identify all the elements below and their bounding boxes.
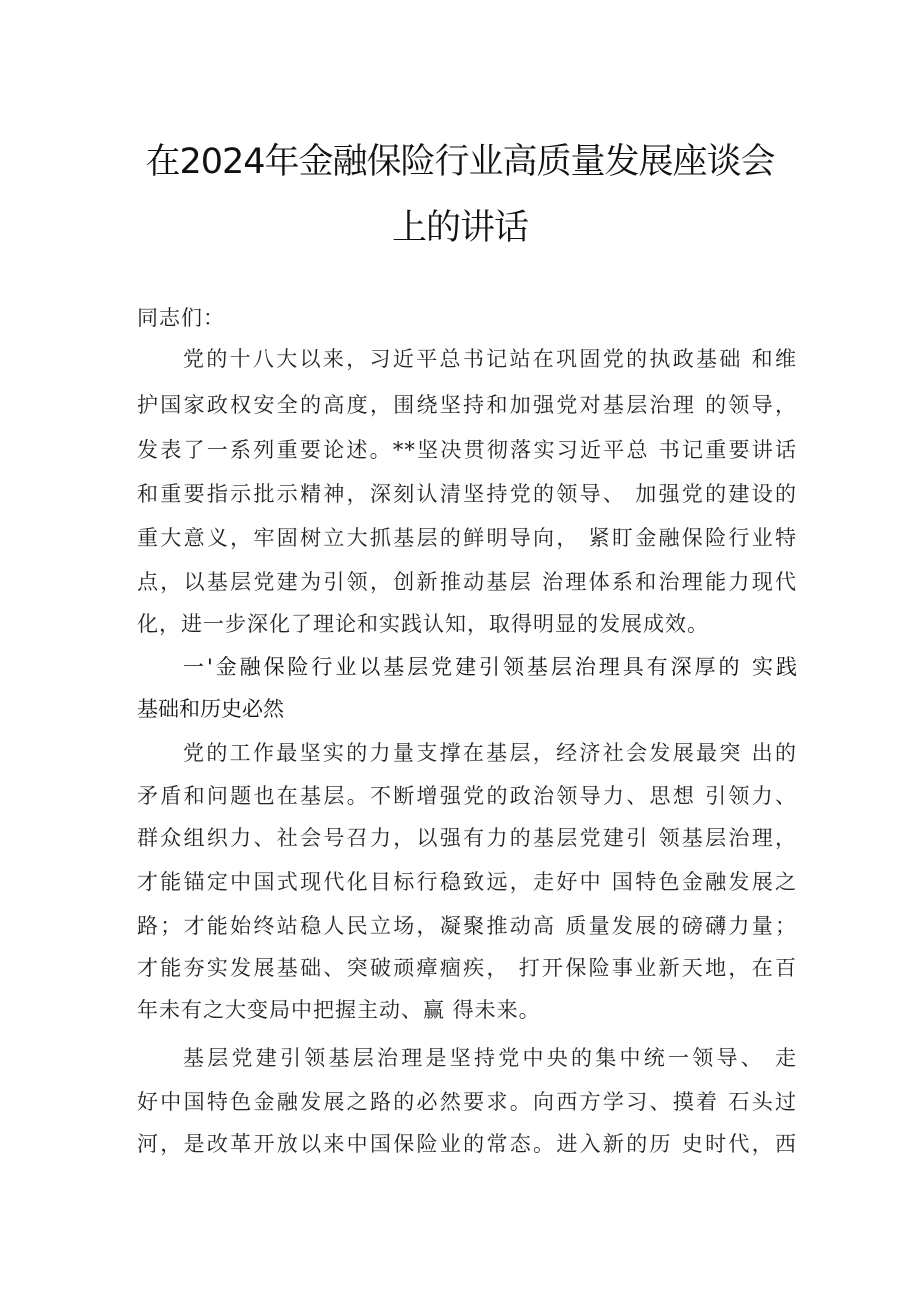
paragraph-2-line: 矛盾和问题也在基层。不断增强党的政治领导力、思想 引领力、 (137, 784, 797, 808)
paragraph-2-line: 党的工作最坚实的力量支撑在基层，经济社会发展最突 出的 (183, 741, 797, 765)
paragraph-1-line: 党的十八大以来，习近平总书记站在巩固党的执政基础 和维 (183, 347, 797, 371)
paragraph-1-line: 护国家政权安全的高度，围绕坚持和加强党对基层治理 的领导， (137, 393, 797, 417)
paragraph-3-line: 基层党建引领基层治理是坚持党中央的集中统一领导、 走 (183, 1046, 797, 1070)
paragraph-1-line: 发表了一系列重要论述。**坚决贯彻落实习近平总 书记重要讲话 (137, 438, 797, 462)
paragraph-1-line: 和重要指示批示精神，深刻认清坚持党的领导、 加强党的建设的 (137, 482, 797, 506)
paragraph-1-line: 点，以基层党建为引领，创新推动基层 治理体系和治理能力现代 (137, 570, 797, 594)
paragraph-3-line: 河，是改革开放以来中国保险业的常态。进入新的历 史时代，西 (137, 1132, 797, 1156)
document-title-line-1: 在2024年金融保险行业高质量发展座谈会 (145, 142, 775, 182)
paragraph-1-line: 化，进一步深化了理论和实践认知，取得明显的发展成效。 (137, 612, 709, 636)
paragraph-3-line: 好中国特色金融发展之路的必然要求。向西方学习、摸着 石头过 (137, 1090, 797, 1114)
section-heading-line-2: 基础和历史必然 (137, 697, 284, 721)
salutation: 同志们： (137, 306, 225, 330)
paragraph-2-line: 群众组织力、社会号召力，以强有力的基层党建引 领基层治理， (137, 826, 797, 850)
paragraph-1-line: 重大意义，牢固树立大抓基层的鲜明导向， 紧盯金融保险行业特 (137, 526, 797, 550)
paragraph-2-line: 年未有之大变局中把握主动、赢 得未来。 (137, 998, 541, 1022)
paragraph-2-line: 才能夯实发展基础、突破顽瘴痼疾， 打开保险事业新天地，在百 (137, 956, 797, 980)
section-heading-line-1: 一'金融保险行业以基层党建引领基层治理具有深厚的 实践 (183, 655, 797, 679)
paragraph-2-line: 才能锚定中国式现代化目标行稳致远，走好中 国特色金融发展之 (137, 870, 797, 894)
document-title-line-2: 上的讲话 (391, 208, 528, 248)
paragraph-2-line: 路；才能始终站稳人民立场，凝聚推动高 质量发展的磅礴力量； (137, 914, 797, 938)
